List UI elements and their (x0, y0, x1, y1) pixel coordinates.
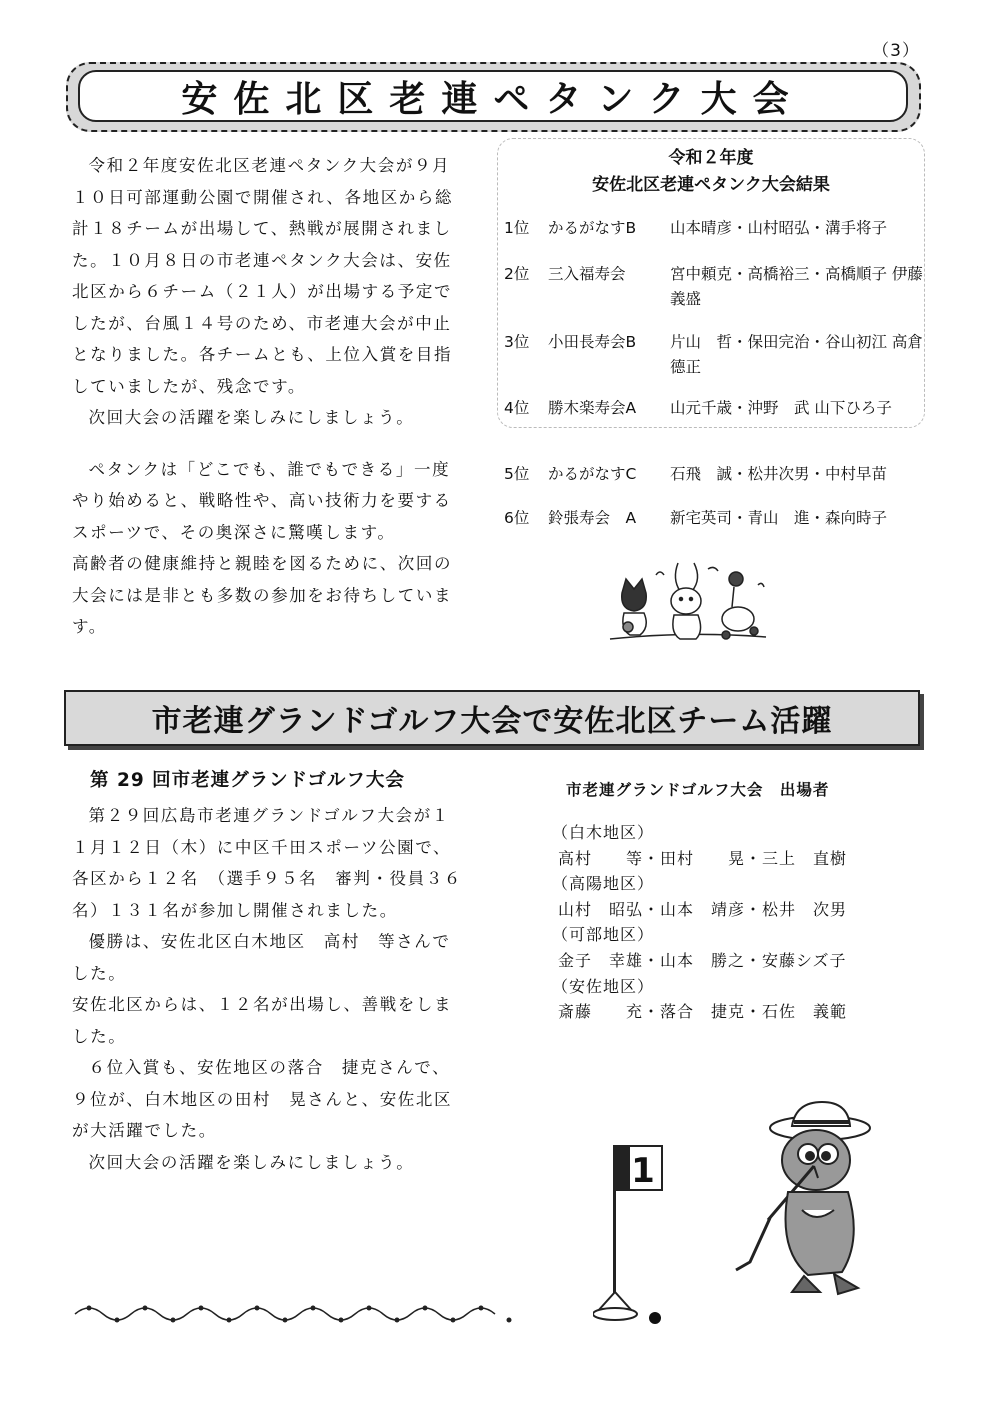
section2-paragraph: 第２９回広島市老連グランドゴルフ大会が１１月１２日（木）に中区千田スポーツ公園で、各区から１２名 （選手９５名 審判・役員３６名）１３１名が参加し開催されました。 (72, 806, 462, 920)
section1-body (72, 150, 460, 643)
decorative-vine-border (70, 1300, 520, 1326)
page-number: （3） (872, 41, 920, 61)
participant-members: 高村 等・田村 晃・三上 直樹 (558, 848, 848, 868)
result-rank: 6位 (504, 509, 530, 527)
section2-paragraph: 次回大会の活躍を楽しみにしましょう。 (88, 1152, 415, 1172)
petanque-animals-illustration (608, 557, 768, 652)
section2-paragraph: ６位入賞も、安佐地区の落合 捷克さんで、９位が、白木地区の田村 晃さんと、安佐北区が大活躍でした。 (72, 1058, 453, 1140)
golf-flag-illustration (593, 1140, 713, 1330)
result-names: 片山 哲・保田完治・谷山初江 高倉德正 (670, 333, 923, 376)
result-team: 鈴張寿会 A (548, 509, 637, 527)
participant-area: （可部地区） (552, 925, 655, 945)
section1-title: 安佐北区老連ペタンク大会 (78, 70, 908, 122)
participant-area: （安佐地区） (552, 976, 655, 996)
result-names: 石飛 誠・松井次男・中村早苗 (670, 465, 888, 483)
section1-paragraph: ペタンクは「どこでも、誰でもできる」一度やり始めると、戦略性や、高い技術力を要するスポーツで、その奥深さに驚嘆します。 (72, 459, 452, 542)
participant-members: 金子 幸雄・山本 勝之・安藤シズ子 (558, 950, 847, 970)
flag-number: 1 (631, 1151, 655, 1191)
results-title (497, 145, 925, 199)
result-team: かるがなすB (548, 219, 637, 237)
participant-members: 山村 昭弘・山本 靖彦・松井 次男 (558, 899, 848, 919)
section2-paragraph: 安佐北区からは、１２名が出場し、善戦をしました。 (72, 995, 453, 1046)
result-rank: 5位 (504, 465, 530, 483)
result-team: 勝木楽寿会A (548, 399, 637, 417)
result-names: 新宅英司・青山 進・森向時子 (670, 509, 888, 527)
participant-members: 斎藤 充・落合 捷克・石佐 義範 (558, 1002, 848, 1022)
result-names: 山元千歳・沖野 武 山下ひろ子 (670, 399, 892, 417)
results-title-line1: 令和２年度 (668, 148, 754, 168)
section1-paragraph: 高齢者の健康維持と親睦を図るために、次回の大会には是非とも多数の参加をお待ちしています。 (72, 554, 453, 636)
results-title-line2: 安佐北区老連ペタンク大会結果 (592, 175, 830, 195)
participants-title: 市老連グランドゴルフ大会 出場者 (566, 781, 830, 799)
result-rank: 2位 (504, 265, 530, 283)
participant-area: （高陽地区） (552, 874, 655, 894)
result-names: 宮中頼克・高橋裕三・高橋順子 伊藤義盛 (670, 265, 923, 308)
section1-paragraph: 次回大会の活躍を楽しみにしましょう。 (88, 408, 415, 427)
result-rank: 4位 (504, 399, 530, 417)
participant-area: （白木地区） (552, 823, 655, 842)
result-rank: 1位 (504, 219, 530, 237)
result-team: かるがなすC (548, 465, 637, 483)
result-rank: 3位 (504, 333, 530, 351)
section2-subtitle: 第 29 回市老連グランドゴルフ大会 (90, 770, 405, 791)
result-team: 三入福寿会 (548, 265, 626, 283)
section2-body (72, 800, 462, 1178)
result-team: 小田長寿会B (548, 333, 637, 351)
bird-golfer-illustration (730, 1100, 880, 1300)
section1-paragraph: 令和２年度安佐北区老連ペタンク大会が９月１０日可部運動公園で開催され、各地区から総計１８チームが出場して、熱戦が展開されました。１０月８日の市老連ペタンク大会は、安佐北区から６チーム（２１人）が出場する予定でしたが、台風１４号のため、市老連大会が中止となりました。各チームとも、上位入賞を目指していましたが、残念です。 (72, 156, 454, 396)
section2-paragraph: 優勝は、安佐北区白木地区 高村 等さんでした。 (72, 932, 451, 983)
result-names: 山本晴彦・山村昭弘・溝手将子 (670, 219, 888, 237)
section2-title: 市老連グランドゴルフ大会で安佐北区チーム活躍 (64, 690, 920, 746)
participants-list (552, 820, 912, 1025)
